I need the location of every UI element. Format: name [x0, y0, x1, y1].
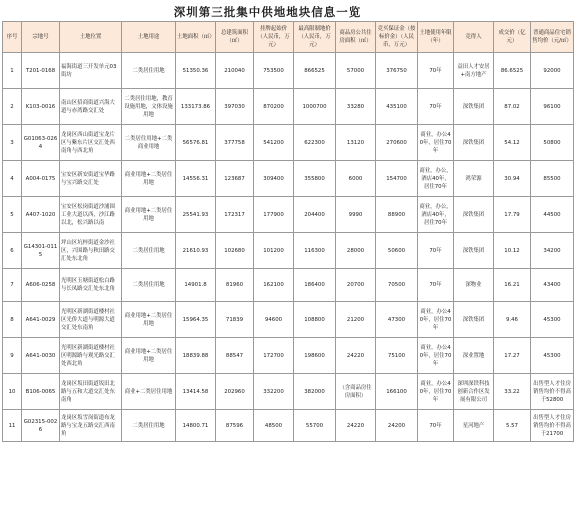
cell-land-use: 二类居住用地+二类商业用地	[122, 125, 176, 161]
cell-max-price: 186400	[294, 269, 336, 302]
header-cell: 最高限制地价（人民币，万元）	[294, 22, 336, 53]
cell-floor-area: 202960	[216, 374, 254, 410]
header-cell: 竞买保证金（按标价金）（人民币，万元）	[376, 22, 418, 53]
cell-max-price: 55700	[294, 410, 336, 442]
header-cell: 成交价（亿元）	[494, 22, 531, 53]
table-row	[3, 410, 574, 442]
table-row	[3, 197, 574, 233]
cell-location: 龙岗区西山街道宝龙片区与紫东片区交汇处西南角与西北角	[60, 125, 122, 161]
cell-index: 7	[3, 269, 22, 302]
cell-land-term: 70年	[418, 89, 454, 125]
cell-land-area: 18839.88	[176, 338, 216, 374]
cell-floor-area: 377758	[216, 125, 254, 161]
cell-land-term: 商业，办公40年，居住70年	[418, 338, 454, 374]
cell-parcel-id: A641-0029	[22, 302, 60, 338]
cell-start-price: 332200	[254, 374, 294, 410]
cell-public-housing-area: （含商品房住房面积）	[336, 374, 376, 410]
cell-location: 光明区新湖街道楼村社区光侨大道与明源大道交汇处东南角	[60, 302, 122, 338]
cell-land-term: 70年	[418, 410, 454, 442]
cell-deposit: 50600	[376, 233, 418, 269]
cell-index: 3	[3, 125, 22, 161]
cell-start-price: 753500	[254, 53, 294, 89]
cell-deposit: 270600	[376, 125, 418, 161]
header-cell: 序号	[3, 22, 22, 53]
cell-land-area: 51350.36	[176, 53, 216, 89]
cell-start-price: 541200	[254, 125, 294, 161]
cell-location: 龙岗区坂田街道坂田北路与五和大道交汇处东南角	[60, 374, 122, 410]
cell-index: 8	[3, 302, 22, 338]
cell-deal-price: 5.57	[494, 410, 531, 442]
cell-avg-price: 出售型人才住房销售均价不得高于52800	[531, 374, 574, 410]
cell-index: 2	[3, 89, 22, 125]
cell-public-housing-area: 24220	[336, 410, 376, 442]
cell-location: 南山区招商街道兴海大道与赤湾路交汇处	[60, 89, 122, 125]
cell-max-price: 204400	[294, 197, 336, 233]
cell-location: 宝安区松岗街道沙浦围工业大道以西，沙江路以北，松兴路以南	[60, 197, 122, 233]
cell-winner: 益田人才安居+南方地产	[454, 53, 494, 89]
cell-public-housing-area: 57000	[336, 53, 376, 89]
cell-parcel-id: K103-0016	[22, 89, 60, 125]
cell-land-term: 70年	[418, 269, 454, 302]
cell-max-price: 355800	[294, 161, 336, 197]
cell-deposit: 435100	[376, 89, 418, 125]
cell-max-price: 1000700	[294, 89, 336, 125]
table-row	[3, 374, 574, 410]
cell-winner: 星河地产	[454, 410, 494, 442]
cell-land-term: 商业，办公40年，居住70年	[418, 302, 454, 338]
cell-parcel-id: G02315-0026	[22, 410, 60, 442]
cell-deal-price: 10.12	[494, 233, 531, 269]
cell-land-area: 14800.71	[176, 410, 216, 442]
cell-deposit: 376750	[376, 53, 418, 89]
cell-floor-area: 87596	[216, 410, 254, 442]
cell-start-price: 101200	[254, 233, 294, 269]
cell-land-term: 70年	[418, 233, 454, 269]
cell-floor-area: 81960	[216, 269, 254, 302]
cell-avg-price: 出售型人才住房销售均价不得高于21700	[531, 410, 574, 442]
cell-start-price: 94600	[254, 302, 294, 338]
cell-parcel-id: A407-1020	[22, 197, 60, 233]
cell-floor-area: 123687	[216, 161, 254, 197]
cell-deposit: 88900	[376, 197, 418, 233]
cell-floor-area: 88547	[216, 338, 254, 374]
cell-public-housing-area: 13120	[336, 125, 376, 161]
cell-land-area: 21610.93	[176, 233, 216, 269]
cell-avg-price: 43400	[531, 269, 574, 302]
cell-start-price: 172700	[254, 338, 294, 374]
cell-max-price: 382000	[294, 374, 336, 410]
cell-location: 坪山区坑梓街道金沙社区，兴围路与秋田路交汇处东北角	[60, 233, 122, 269]
cell-deposit: 154700	[376, 161, 418, 197]
cell-location: 宝安区新安街道宝华路与宝兴路交汇处	[60, 161, 122, 197]
cell-index: 11	[3, 410, 22, 442]
cell-land-use: 二类居住用地	[122, 233, 176, 269]
cell-start-price: 177900	[254, 197, 294, 233]
cell-winner: 深铁集团	[454, 125, 494, 161]
cell-public-housing-area: 28000	[336, 233, 376, 269]
cell-deal-price: 54.12	[494, 125, 531, 161]
cell-land-term: 商业，办公，酒店40年，居住70年	[418, 197, 454, 233]
cell-land-use: 二类居住用地	[122, 269, 176, 302]
cell-land-area: 15964.35	[176, 302, 216, 338]
cell-land-area: 14556.31	[176, 161, 216, 197]
cell-land-area: 13414.58	[176, 374, 216, 410]
cell-start-price: 162100	[254, 269, 294, 302]
cell-floor-area: 210040	[216, 53, 254, 89]
cell-public-housing-area: 9990	[336, 197, 376, 233]
cell-index: 5	[3, 197, 22, 233]
table-header-row	[3, 22, 574, 53]
cell-parcel-id: B106-0065	[22, 374, 60, 410]
cell-land-area: 14901.8	[176, 269, 216, 302]
cell-land-use: 商业用地+二类居住用地	[122, 161, 176, 197]
cell-land-use: 二类居住用地，教育设施用地，文体设施用地	[122, 89, 176, 125]
cell-deal-price: 16.21	[494, 269, 531, 302]
cell-avg-price: 45300	[531, 338, 574, 374]
cell-deposit: 166100	[376, 374, 418, 410]
cell-location: 福海街道三开发单元03街坊	[60, 53, 122, 89]
cell-winner: 深铁集团	[454, 302, 494, 338]
cell-winner: 鸿荣源	[454, 161, 494, 197]
cell-public-housing-area: 21200	[336, 302, 376, 338]
table-row	[3, 233, 574, 269]
cell-deposit: 75100	[376, 338, 418, 374]
cell-max-price: 866525	[294, 53, 336, 89]
table-body	[3, 53, 574, 442]
cell-land-area: 133173.86	[176, 89, 216, 125]
cell-deal-price: 87.02	[494, 89, 531, 125]
cell-start-price: 309400	[254, 161, 294, 197]
cell-index: 9	[3, 338, 22, 374]
cell-land-term: 70年	[418, 53, 454, 89]
cell-avg-price: 96100	[531, 89, 574, 125]
cell-public-housing-area: 20700	[336, 269, 376, 302]
cell-land-use: 商业用地+二类居住用地	[122, 338, 176, 374]
cell-max-price: 108800	[294, 302, 336, 338]
cell-max-price: 116300	[294, 233, 336, 269]
header-cell: 商品房公共住房面积（㎡）	[336, 22, 376, 53]
cell-max-price: 622300	[294, 125, 336, 161]
cell-land-term: 商业，办公40年，居住70年	[418, 125, 454, 161]
table-row	[3, 338, 574, 374]
cell-deposit: 70500	[376, 269, 418, 302]
cell-land-area: 25541.93	[176, 197, 216, 233]
cell-floor-area: 172317	[216, 197, 254, 233]
cell-avg-price: 50800	[531, 125, 574, 161]
table-row	[3, 89, 574, 125]
cell-floor-area: 102680	[216, 233, 254, 269]
cell-start-price: 48500	[254, 410, 294, 442]
cell-land-area: 56576.81	[176, 125, 216, 161]
cell-floor-area: 397030	[216, 89, 254, 125]
table-row	[3, 53, 574, 89]
header-cell: 普通商品住宅销售均价（元/㎡）	[531, 22, 574, 53]
table-row	[3, 161, 574, 197]
cell-parcel-id: T201-0168	[22, 53, 60, 89]
cell-public-housing-area: 33280	[336, 89, 376, 125]
cell-parcel-id: G01063-0264	[22, 125, 60, 161]
land-parcel-table	[2, 21, 574, 442]
cell-deal-price: 17.79	[494, 197, 531, 233]
cell-avg-price: 34200	[531, 233, 574, 269]
cell-land-use: 商业+二类居住用地	[122, 374, 176, 410]
cell-deal-price: 17.27	[494, 338, 531, 374]
cell-index: 10	[3, 374, 22, 410]
cell-avg-price: 85500	[531, 161, 574, 197]
header-cell: 土地面积（㎡）	[176, 22, 216, 53]
cell-location: 光明区玉塘街道松白路与长凤路交汇处东北角	[60, 269, 122, 302]
cell-parcel-id: G14301-0115	[22, 233, 60, 269]
page-title: 深圳第三批集中供地地块信息一览	[173, 5, 362, 19]
header-cell: 总建筑面积（㎡）	[216, 22, 254, 53]
table-row	[3, 302, 574, 338]
cell-location: 龙岗区坂雪岗街道布龙路与宝龙五路交汇西南角	[60, 410, 122, 442]
header-cell: 竞得人	[454, 22, 494, 53]
cell-avg-price: 44500	[531, 197, 574, 233]
cell-winner: 深业置地	[454, 338, 494, 374]
cell-public-housing-area: 24220	[336, 338, 376, 374]
cell-winner: 深铁集团	[454, 233, 494, 269]
cell-land-use: 商业用地+二类居住用地	[122, 302, 176, 338]
cell-deposit: 47300	[376, 302, 418, 338]
cell-parcel-id: A004-0175	[22, 161, 60, 197]
cell-land-use: 商业用地+二类居住用地	[122, 197, 176, 233]
cell-deal-price: 30.94	[494, 161, 531, 197]
cell-winner: 深物业	[454, 269, 494, 302]
cell-public-housing-area: 6000	[336, 161, 376, 197]
cell-index: 4	[3, 161, 22, 197]
header-cell: 土地使用年限（年）	[418, 22, 454, 53]
cell-winner: 深铁集团	[454, 197, 494, 233]
cell-land-term: 商业，办公40年，居住70年	[418, 374, 454, 410]
cell-winner: 深圳深铁科技创新合作区发展有限公司	[454, 374, 494, 410]
cell-land-term: 商业，办公，酒店40年，居住70年	[418, 161, 454, 197]
cell-start-price: 870200	[254, 89, 294, 125]
cell-index: 1	[3, 53, 22, 89]
cell-deposit: 24200	[376, 410, 418, 442]
cell-floor-area: 71839	[216, 302, 254, 338]
cell-parcel-id: A606-0258	[22, 269, 60, 302]
cell-index: 6	[3, 233, 22, 269]
cell-avg-price: 92000	[531, 53, 574, 89]
cell-land-use: 二类居住用地	[122, 410, 176, 442]
cell-winner: 深铁集团	[454, 89, 494, 125]
cell-avg-price: 45300	[531, 302, 574, 338]
cell-deal-price: 33.22	[494, 374, 531, 410]
header-cell: 宗地号	[22, 22, 60, 53]
header-cell: 土地位置	[60, 22, 122, 53]
header-cell: 土地用途	[122, 22, 176, 53]
cell-parcel-id: A641-0030	[22, 338, 60, 374]
table-row	[3, 125, 574, 161]
cell-land-use: 二类居住用地	[122, 53, 176, 89]
header-cell: 挂牌起始价（人民币，万元）	[254, 22, 294, 53]
cell-deal-price: 86.6525	[494, 53, 531, 89]
table-row	[3, 269, 574, 302]
cell-deal-price: 9.46	[494, 302, 531, 338]
cell-max-price: 198600	[294, 338, 336, 374]
cell-location: 光明区新湖街道楼村社区明源路与观光路交汇处西北角	[60, 338, 122, 374]
